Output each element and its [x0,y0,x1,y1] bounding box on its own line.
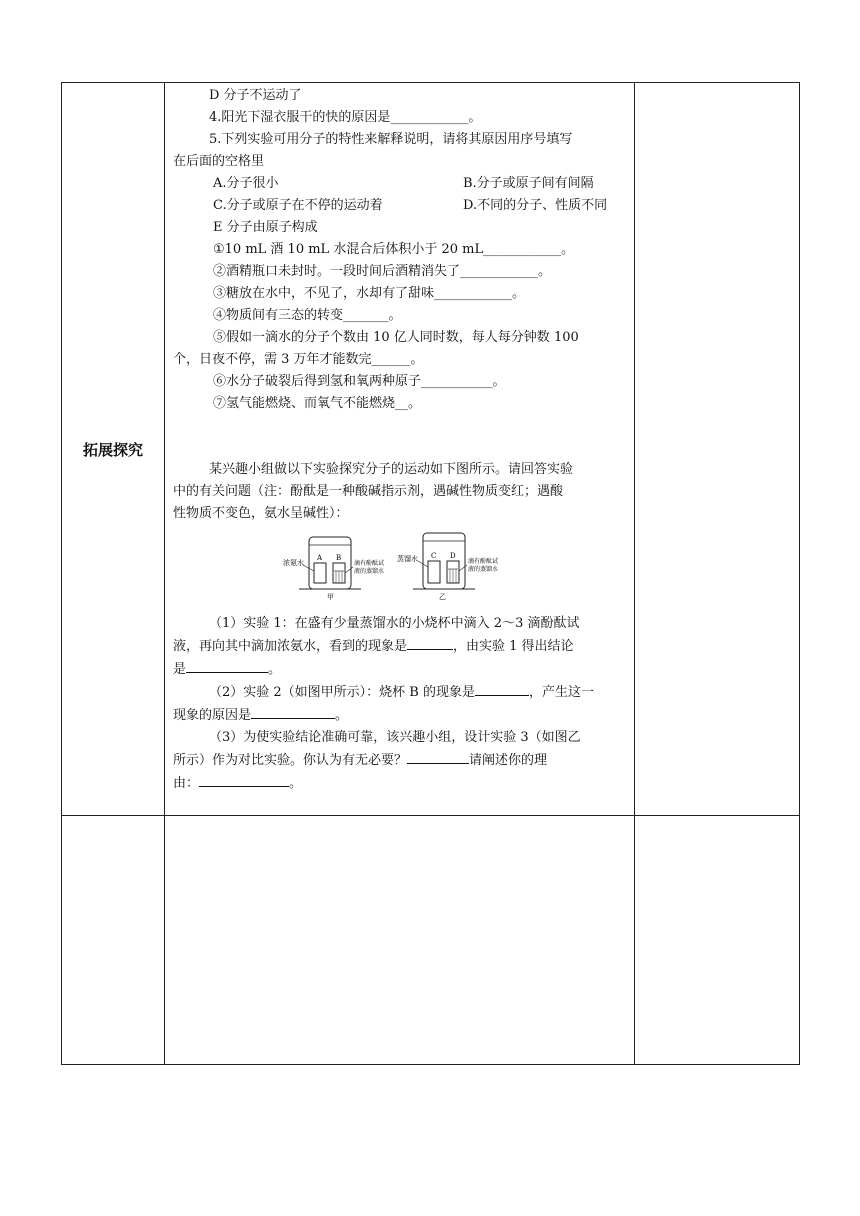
item-7: ⑦氢气能燃烧、而氧气不能燃烧__。 [213,396,422,411]
jia-beaker-a: A [316,554,322,562]
part-2-text-d: 。 [335,708,349,723]
blank-conclusion[interactable] [186,658,268,673]
jia-right-label-2: 液的蒸馏水 [353,568,384,575]
notes-cell [635,83,800,816]
part-2-text-b: ，产生这一 [529,685,595,700]
yi-caption: 乙 [438,593,446,601]
empty-label-cell [62,816,165,1065]
explore-intro-line2: 中的有关问题（注：酚酞是一种酸碱指示剂，遇碱性物质变红；遇酸 [173,484,564,499]
part-1-text-a: 液，再向其中滴加浓氨水，看到的现象是 [173,639,408,654]
empty-row [62,816,800,1065]
part-3-text-b: 请阐述你的理 [469,753,548,768]
option-c: C.分子或原子在不停的运动着 [213,198,383,213]
option-a: A.分子很小 [213,176,279,191]
part-3-text-d: 。 [289,776,303,791]
yi-right-label-2: 液的蒸馏水 [467,566,498,573]
experiment-figure [173,531,628,605]
section-label [62,83,165,816]
jia-caption: 甲 [326,593,334,601]
options-row-ab [173,173,628,195]
empty-notes-cell [635,816,800,1065]
jia-left-label: 浓氨水 [282,559,304,567]
blank-argument[interactable] [199,772,289,787]
d-option: D 分子不运动了 [209,88,302,103]
item-4: ④物质间有三态的转变_______。 [213,308,402,323]
part-3-line1: （3）为使实验结论准确可靠，该兴趣小组，设计实验 3（如图乙 [209,730,581,745]
item-3: ③糖放在水中，不见了，水却有了甜味____________。 [213,286,526,301]
part-1-line2 [173,635,628,658]
part-1-text-b: ，由实验 1 得出结论 [453,639,574,654]
yi-right-label-1: 滴有酚酞试 [467,558,498,565]
explore-intro-line3: 性物质不变色，氨水呈碱性）： [173,506,349,521]
option-b: B.分子或原子间有间隔 [463,176,594,191]
yi-left-label: 蒸馏水 [396,555,418,563]
question-5-line1: 5.下列实验可用分子的特性来解释说明，请将其原因用序号填写 [209,132,573,147]
part-3-line3 [173,772,628,795]
part-1-line3 [173,658,628,681]
explore-row [62,83,800,816]
yi-beaker-d: D [449,552,456,560]
option-d: D.不同的分子、性质不同 [463,198,608,213]
part-1-line1: （1）实验 1：在盛有少量蒸馏水的小烧杯中滴入 2～3 滴酚酞试 [209,616,580,631]
blank-reason[interactable] [251,704,335,719]
part-2-line1 [173,681,628,704]
option-e: E 分子由原子构成 [213,220,318,235]
item-1: ①10 mL 酒 10 mL 水混合后体积小于 20 mL____________。 [213,242,575,257]
jia-right-label-1: 滴有酚酞试 [353,560,384,567]
options-row-cd [173,195,628,217]
experiment-diagram [281,531,521,605]
item-5-line2: 个，日夜不停，需 3 万年才能数完______。 [173,352,424,367]
question-5-line2: 在后面的空格里 [173,154,265,169]
explore-intro-line1: 某兴趣小组做以下实验探究分子的运动如下图所示。请回答实验 [209,462,574,477]
blank-necessary[interactable] [407,749,469,764]
part-1-text-d: 。 [268,662,282,677]
yi-beaker-c: C [430,552,436,560]
blank-phenomenon[interactable] [407,635,453,650]
part-2-text-c: 现象的原因是 [173,708,252,723]
item-6: ⑥水分子破裂后得到氢和氧两种原子___________。 [213,374,506,389]
apparatus-jia [283,537,384,601]
item-5-line1: ⑤假如一滴水的分子个数由 10 亿人同时数，每人每分钟数 100 [213,330,579,345]
jia-beaker-b: B [335,554,341,562]
worksheet-table [61,82,800,1065]
item-2: ②酒精瓶口未封时。一段时间后酒精消失了____________。 [213,264,552,279]
part-3-text-c: 由： [173,776,200,791]
part-2-line2 [173,704,628,727]
blank-beaker-b[interactable] [475,681,529,696]
question-4: 4.阳光下湿衣服干的快的原因是____________。 [209,110,482,125]
part-3-line2 [173,749,628,772]
section-label-text: 拓展探究 [82,440,143,459]
part-3-text-a: 所示）作为对比实验。你认为有无必要？ [173,753,408,768]
content-cell [165,83,635,816]
part-1-text-c: 是 [173,662,187,677]
part-2-text-a: （2）实验 2（如图甲所示）：烧杯 B 的现象是 [209,685,475,700]
empty-content-cell [165,816,635,1065]
apparatus-yi [397,533,498,601]
